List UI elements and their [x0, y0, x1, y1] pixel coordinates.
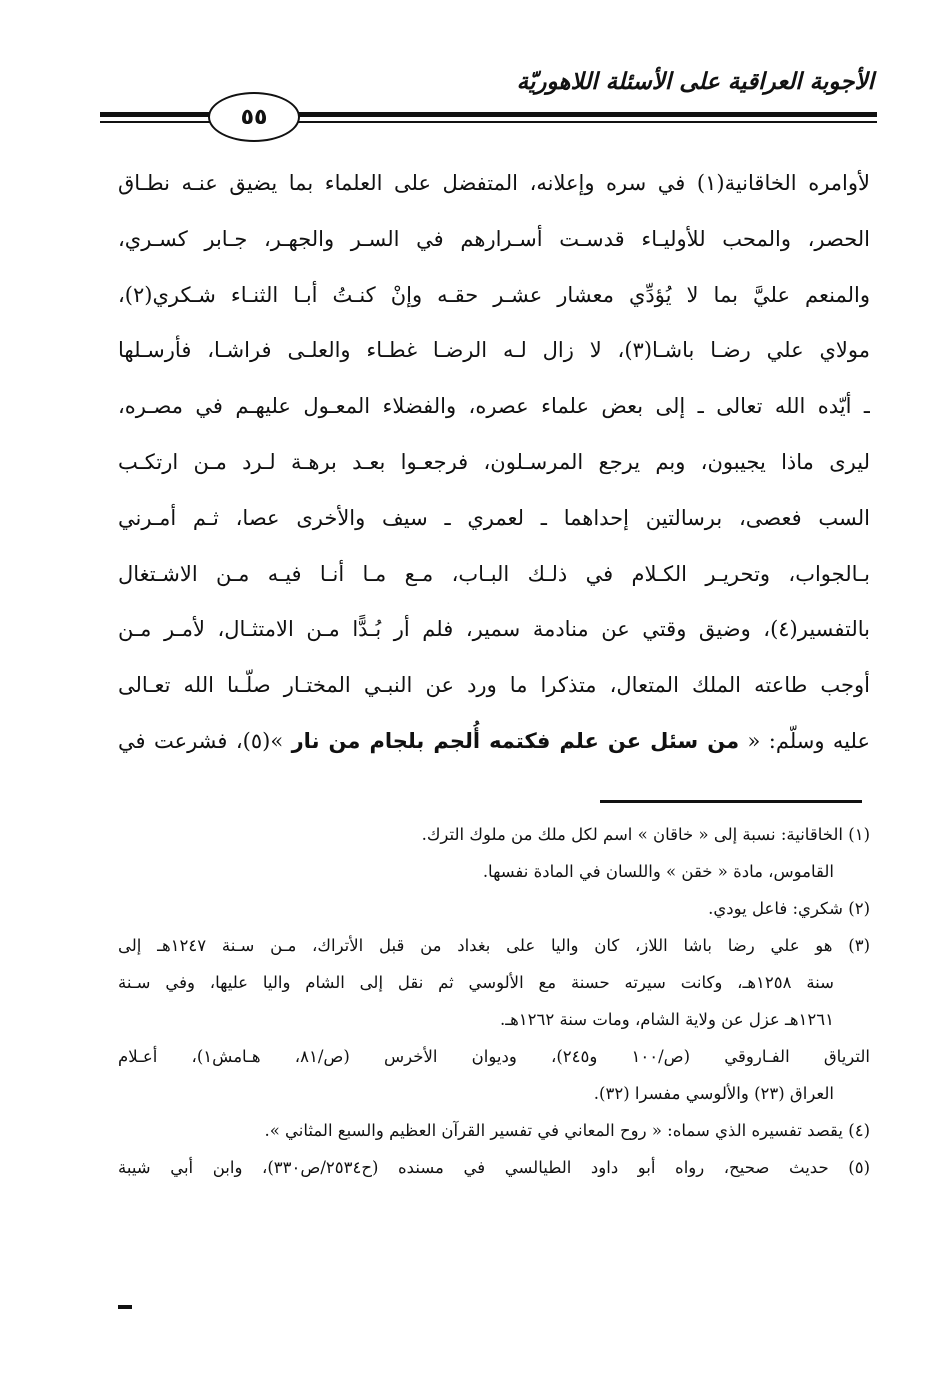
- body-line: والمنعم عليَّ بما لا يُؤدِّي معشار عشـر حقـه وإنْ كنـتُ أبـا الثنـاء شـكري(٢)،: [118, 282, 870, 307]
- body-last-before: عليه وسلّم: «: [747, 728, 870, 753]
- header-rule-left-thick: [100, 112, 220, 117]
- body-line: بـالجواب، وتحريـر الكـلام في ذلـك البـاب، مـع مـا أنـا فيـه مـن الاشـتغال: [118, 561, 870, 586]
- header-rule-left-thin: [100, 121, 220, 123]
- footnote-1-source: القاموس، مادة « خقن » واللسان في المادة نفسها.: [482, 862, 834, 881]
- body-line: بالتفسير(٤)، وضيق وقتي عن منادمة سمير، فلم أر بُـدًّا مـن الامتثـال، لأمـر مـن: [118, 617, 870, 642]
- footnote-3: (٣) هو علي رضا باشا اللاز، كان واليا على بغداد من قبل الأتراك، مـن سـنة ١٢٤٧هـ إلى: [118, 936, 870, 955]
- body-line: لأوامره الخاقانية(١) في سره وإعلانه، المتفضل على العلماء بما يضيق عنـه نطـاق: [118, 171, 870, 195]
- footnote-2: (٢) شكري: فاعل يودي.: [708, 899, 870, 918]
- body-line: مولاي علي رضـا باشـا(٣)، لا زال لـه الرضـا غطـاء والعلـى فراشـا، فأرسـلها: [118, 338, 870, 363]
- footnotes: [118, 816, 870, 1186]
- footnote-3-cont: ١٢٦١هـ عزل عن ولاية الشام، ومات سنة ١٢٦٢هـ.: [499, 1010, 834, 1029]
- footnote-3-source-cont: العراق (٢٣) والألوسي مفسرا (٣٢).: [593, 1084, 834, 1103]
- body-line: ليرى ماذا يجيبون، وبم يرجع المرسـلون، فرجعـوا بعـد برهـة لـرد مـن ارتكـب: [118, 449, 870, 474]
- body-text: [118, 156, 870, 770]
- body-last-after: »(٥)، فشرعت في: [118, 728, 284, 753]
- header-rule-right-thick: [292, 112, 877, 117]
- body-line: السب فعصى، برسالتين إحداهما ـ لعمري ـ سيف والأخرى عصا، ثـم أمـرني: [118, 505, 870, 530]
- body-line-last: [118, 714, 870, 770]
- body-line: أوجب طاعته الملك المتعال، متذكرا ما ورد عن النبـي المختـار صلّـىا الله تعـالى: [118, 673, 870, 698]
- footnote-1: (١) الخاقانية: نسبة إلى « خاقان » اسم لكل ملك من ملوك الترك.: [421, 825, 870, 844]
- continuation-mark: [118, 1305, 132, 1309]
- footnote-3-source: الترياق الفـاروقي (ص/١٠٠ و٢٤٥)، وديوان الأخرس (ص/٨١، هـامش١)، أعـلام: [118, 1047, 870, 1066]
- hadith-quote: من سئل عن علم فكتمه أُلجم بلجام من نار: [291, 728, 740, 753]
- footnote-5: (٥) حديث صحيح، رواه أبو داود الطيالسي في مسنده (ح٢٥٣٤/ص٣٣٠)، وابن أبي شيبة: [118, 1158, 870, 1177]
- running-title: الأجوبة العراقية على الأسئلة اللاهوريّة: [516, 68, 874, 95]
- body-line: الحصر، والمحب للأوليـاء قدسـت أسـرارهم في السـر والجهـر، جـابر كسـري،: [118, 226, 870, 251]
- body-line: ـ أيّده الله تعالى ـ إلى بعض علماء عصره، والفضلاء المعـول عليهـم في مصـره،: [118, 394, 870, 419]
- page-number: ٥٥: [240, 104, 268, 130]
- page-number-badge: [208, 92, 300, 142]
- footnote-4: (٤) يقصد تفسيره الذي سماه: « روح المعاني في تفسير القرآن العظيم والسبع المثاني ».: [264, 1121, 870, 1140]
- footnote-3-cont: سنة ١٢٥٨هـ، وكانت سيرته حسنة مع الألوسي ثم نقل إلى الشام واليا عليها، وفي سـنة: [118, 973, 834, 992]
- footnote-separator: [600, 800, 862, 803]
- header-rule-right-thin: [292, 121, 877, 123]
